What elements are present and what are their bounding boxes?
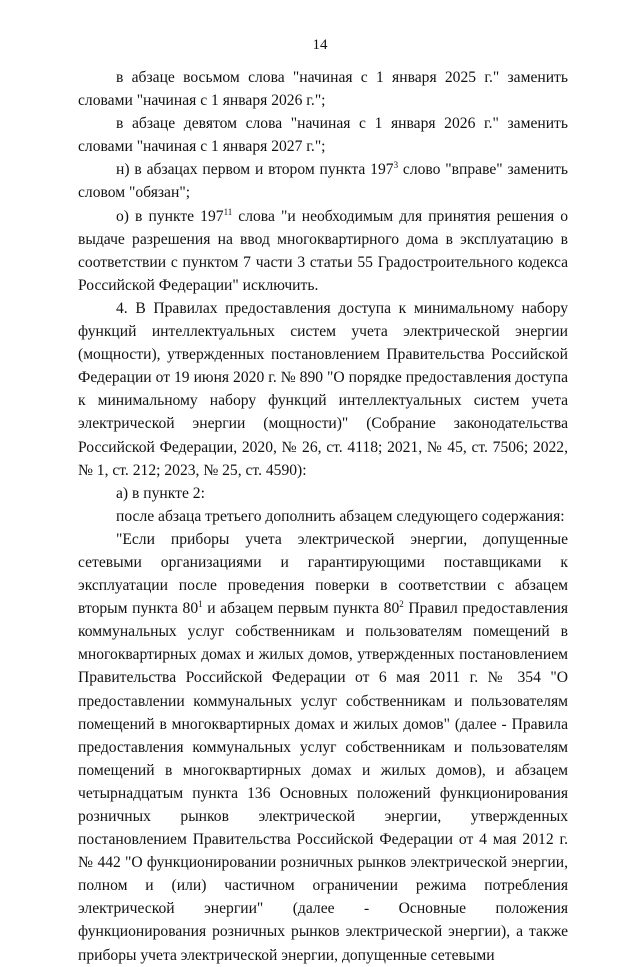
page-number: 14: [312, 37, 328, 53]
paragraph: в абзаце девятом слова "начиная с 1 января 2026 г." заменить словами "начиная с 1 января 2027 г.";: [78, 115, 568, 156]
superscript: 2: [399, 599, 404, 610]
superscript: 11: [223, 206, 233, 217]
superscript: 3: [393, 160, 399, 171]
superscript: 1: [198, 599, 203, 610]
document-body: [78, 66, 568, 967]
paragraph: н) в абзацах первом и втором пункта $197^3$ слово "вправе" заменить словом "обязан";: [78, 160, 568, 202]
paragraph: в абзаце восьмом слова "начиная с 1 января 2025 г." заменить словами "начиная с 1 января 2026 г.";: [78, 69, 568, 110]
paragraph: а) в пункте 2:: [116, 484, 205, 502]
paragraph: после абзаца третьего дополнить абзацем следующего содержания:: [116, 507, 565, 525]
paragraph: "Если приборы учета электрической энергии, допущенные сетевыми организациями и гарантирующими поставщиками к эксплуатации после проведения поверки в соответствии с абзацем вторым пункта $80^1$ и абзацем первым пункта $80^2$ Правил предоставления коммунальных услуг собственникам и пользователям помещений в многоквартирных домах и жилых домов, утвержденных постановлением Правительства Российской Федерации от 6 мая 2011 г. № 354 "О предоставлении коммунальных услуг собственникам и пользователям помещений в многоквартирных домах и жилых домов" (далее - Правила предоставления коммунальных услуг собственникам и пользователям помещений в многоквартирных домах и жилых домов), и абзацем четырнадцатым пункта 136 Основных положений функционирования розничных рынков электрической энергии, утвержденных постановлением Правительства Российской Федерации от 4 мая 2012 г. № 442 "О функционировании розничных рынков электрической энергии, полном и (или) частичном ограничении режима потребления электрической энергии" (далее - Основные положения функционирования розничных рынков электрической энергии), а также приборы учета электрической энергии, допущенные сетевыми: [78, 530, 568, 964]
paragraph: о) в пункте $197^{11}$ слова "и необходимым для принятия решения о выдаче разрешения на ввод многоквартирного дома в эксплуатацию в соответствии с пунктом 7 части 3 статьи 55 Градостроительного кодекса Российской Федерации" исключить.: [78, 206, 568, 294]
paragraph: 4. В Правилах предоставления доступа к минимальному набору функций интеллектуальных систем учета электрической энергии (мощности), утвержденных постановлением Правительства Российской Федерации от 19 июня 2020 г. № 890 "О порядке предоставления доступа к минимальному набору функций интеллектуальных систем учета электрической энергии (мощности)" (Собрание законодательства Российской Федерации, 2020, № 26, ст. 4118; 2021, № 45, ст. 7506; 2022, № 1, ст. 212; 2023, № 25, ст. 4590):: [78, 299, 568, 479]
